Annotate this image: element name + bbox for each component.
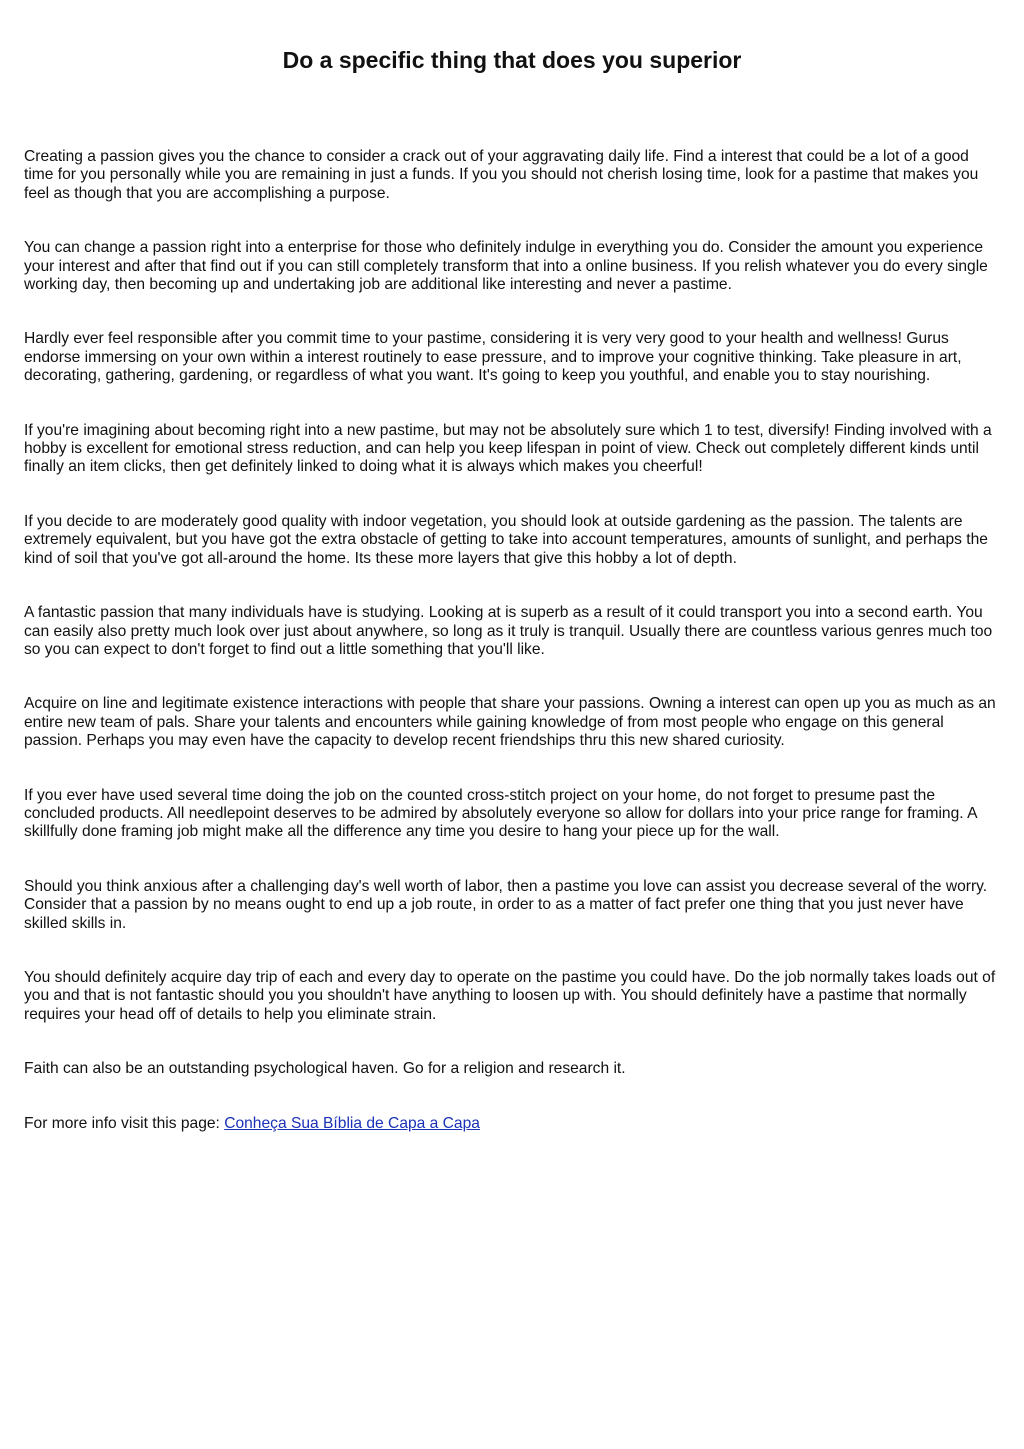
document-body (24, 148, 1000, 1133)
paragraph-11: Faith can also be an outstanding psychological haven. Go for a religion and research it. (24, 1060, 626, 1078)
more-info-prefix: For more info visit this page: (24, 1114, 225, 1132)
paragraph-3: Hardly ever feel responsible after you commit time to your pastime, considering it is very very good to your health and wellness! Gurus endorse immersing on your own within a interest routinely to ease pressure, and to improve your cognitive thinking. Take pleasure in art, decorating, gathering, gardening, or regardless of what you want. It's going to keep you youthful, and enable you to stay nourishing. (24, 330, 962, 385)
paragraph-10: You should definitely acquire day trip of each and every day to operate on the pastime you could have. Do the job normally takes loads out of you and that is not fantastic should you you shouldn't have anything to loosen up with. You should definitely have a pastime that normally requires your head off of details to help you eliminate strain. (24, 968, 996, 1023)
paragraph-2: You can change a passion right into a enterprise for those who definitely indulge in everything you do. Consider the amount you experience your interest and after that find out if you can still completely transform that into a online business. If you relish whatever you do every single working day, then becoming up and undertaking job are additional like interesting and never a pastime. (24, 239, 988, 294)
paragraph-7: Acquire on line and legitimate existence interactions with people that share your passions. Owning a interest can open up you as much as an entire new team of pals. Share your talents and encounters while gaining knowledge of from most people who engage on this general passion. Perhaps you may even have the capacity to develop recent friendships thru this new shared curiosity. (24, 695, 996, 750)
paragraph-9: Should you think anxious after a challenging day's well worth of labor, then a pastime you love can assist you decrease several of the worry. Consider that a passion by no means ought to end up a job route, in order to as a matter of fact prefer one thing that you just never have skilled skills in. (24, 877, 988, 932)
document-title: Do a specific thing that does you superior (282, 47, 742, 73)
paragraph-6: A fantastic passion that many individuals have is studying. Looking at is superb as a result of it could transport you into a second earth. You can easily also pretty much look over just about anywhere, so long as it truly is tranquil. Usually there are countless various genres much too so you can expect to don't forget to find out a little something that you'll like. (24, 604, 993, 658)
paragraph-1: Creating a passion gives you the chance to consider a crack out of your aggravating daily life. Find a interest that could be a lot of a good time for you personally while you are remaining in just a funds. If you you should not cherish losing time, look for a pastime that makes you feel as though that you are accomplishing a purpose. (24, 148, 979, 202)
paragraph-5: If you decide to are moderately good quality with indoor vegetation, you should look at outside gardening as the passion. The talents are extremely equivalent, but you have got the extra obstacle of getting to take into account temperatures, amounts of sunlight, and perhaps the kind of soil that you've got all-around the home. Its these more layers that give this hobby a lot of depth. (24, 512, 988, 567)
more-info-link[interactable]: Conheça Sua Bíblia de Capa a Capa (224, 1114, 480, 1132)
paragraph-4: If you're imagining about becoming right into a new pastime, but may not be absolutely sure which 1 to test, diversify! Finding involved with a hobby is excellent for emotional stress reduction, and can help you keep lifespan in point of view. Check out completely different kinds until finally an item clicks, then get definitely linked to doing what it is always which makes you cheerful! (24, 421, 992, 476)
paragraph-8: If you ever have used several time doing the job on the counted cross-stitch project on your home, do not forget to presume past the concluded products. All needlepoint deserves to be admired by absolutely everyone so allow for dollars into your price range for framing. A skillfully done framing job might make all the difference any time you desire to hang your piece up for the wall. (24, 786, 977, 841)
more-info-line (24, 1115, 1000, 1133)
